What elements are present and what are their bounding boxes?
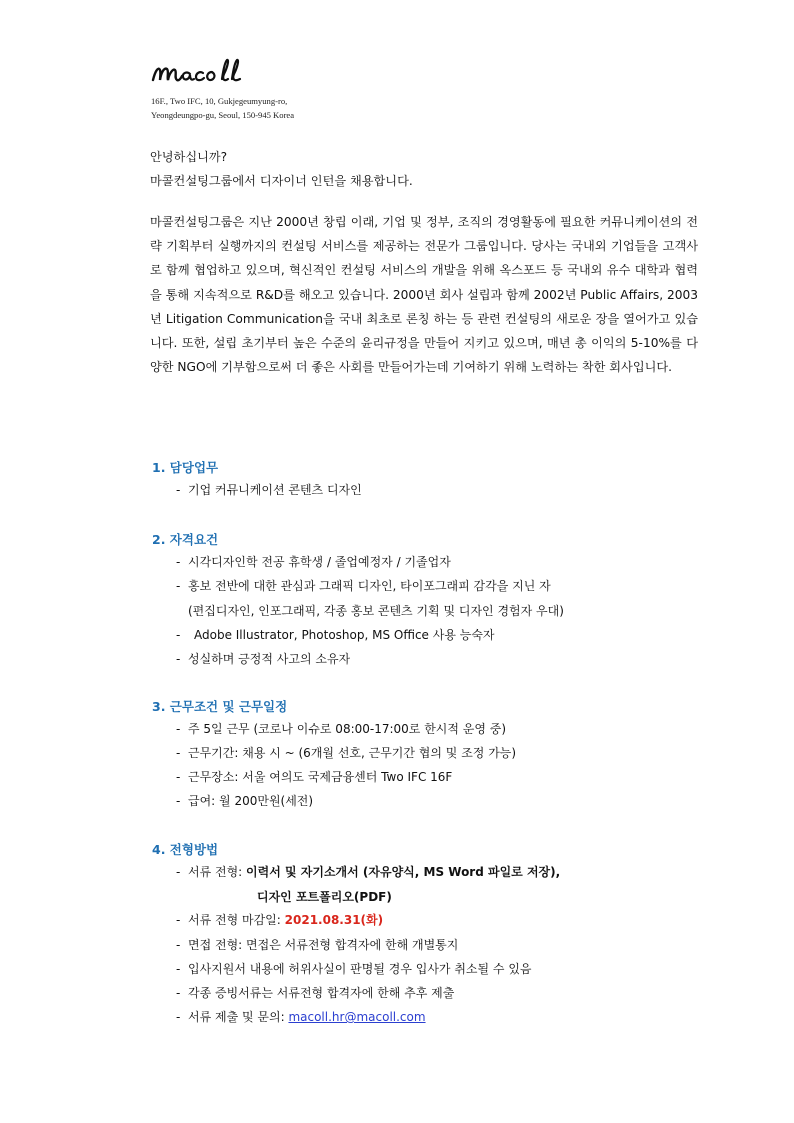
list-item: - 각종 증빙서류는 서류전형 합격자에 한해 추후 제출 <box>176 986 455 1000</box>
list-item: - 홍보 전반에 대한 관심과 그래픽 디자인, 타이포그래피 감각을 지닌 자 <box>176 579 551 593</box>
section-title-duties: 1. 담당업무 <box>152 460 219 475</box>
macoll-logo <box>150 56 250 90</box>
list-item: - 주 5일 근무 (코로나 이슈로 08:00-17:00로 한시적 운영 중) <box>176 722 507 736</box>
list-item-contact: - 서류 제출 및 문의: macoll.hr@macoll.com <box>176 1010 426 1024</box>
list-item: - 입사지원서 내용에 허위사실이 판명될 경우 입사가 취소될 수 있음 <box>176 962 532 976</box>
portfolio-requirement: 디자인 포트폴리오(PDF) <box>257 890 392 904</box>
company-intro-paragraph: 마콜컨설팅그룹은 지난 2000년 창립 이래, 기업 및 정부, 조직의 경영활동에 필요한 커뮤니케이션의 전략 기획부터 실행까지의 컨설팅 서비스를 제공하는 전문가 그룹입니다. 당사는 국내외 기업들을 고객사로 함께 협업하고 있으며, 혁신적인 컨설팅 서비스의 개발을 위해 옥스포드 등 국내외 유수 대학과 협력을 통해 지속적으로 R&D를 해오고 있습니다. 2000년 회사 설립과 함께 2002년 Public Affairs, 2003년 Litigation Communication을 국내 최초로 론칭 하는 등 관련 컨설팅의 새로운 장을 열어가고 있습니다. 또한, 설립 초기부터 높은 수준의 윤리규정을 만들어 지키고 있으며, 매년 총 이익의 5-10%를 다양한 NGO에 기부함으로써 더 좋은 사회를 만들어가는데 기여하기 위해 노력하는 착한 회사입니다. <box>150 215 698 375</box>
list-item: - 성실하며 긍정적 사고의 소유자 <box>176 652 351 666</box>
section-title-qualifications: 2. 자격요건 <box>152 532 219 547</box>
deadline-date: 2021.08.31(화) <box>284 913 384 927</box>
contact-email-link[interactable]: macoll.hr@macoll.com <box>288 1010 426 1024</box>
section-title-process: 4. 전형방법 <box>152 842 219 857</box>
greeting <box>150 145 413 193</box>
list-item: - 급여: 월 200만원(세전) <box>176 794 314 808</box>
list-item: - 근무장소: 서울 여의도 국제금융센터 Two IFC 16F <box>176 770 453 784</box>
list-item-note: (편집디자인, 인포그래픽, 각종 홍보 콘텐츠 기획 및 디자인 경험자 우대) <box>188 604 564 618</box>
company-address <box>151 94 294 122</box>
greeting-line-1: 안녕하십니까? <box>150 150 228 164</box>
list-item: - 근무기간: 채용 시 ~ (6개월 선호, 근무기간 협의 및 조정 가능) <box>176 746 517 760</box>
list-item: - 면접 전형: 면접은 서류전형 합격자에 한해 개별통지 <box>176 938 459 952</box>
address-line-2: Yeongdeungpo-gu, Seoul, 150-945 Korea <box>151 110 295 120</box>
list-item-document-screening: - 서류 전형: 이력서 및 자기소개서 (자유양식, MS Word 파일로 저장), <box>176 865 561 879</box>
list-item-deadline: - 서류 전형 마감일: 2021.08.31(화) <box>176 913 384 927</box>
section-title-conditions: 3. 근무조건 및 근무일정 <box>152 699 288 714</box>
greeting-line-2: 마콜컨설팅그룹에서 디자이너 인턴을 채용합니다. <box>150 174 413 188</box>
list-item: - 시각디자인학 전공 휴학생 / 졸업예정자 / 기졸업자 <box>176 555 451 569</box>
list-item: - 기업 커뮤니케이션 콘텐츠 디자인 <box>176 483 362 497</box>
list-item: - Adobe Illustrator, Photoshop, MS Office 사용 능숙자 <box>176 628 495 642</box>
address-line-1: 16F., Two IFC, 10, Gukjegeumyung-ro, <box>151 96 288 106</box>
